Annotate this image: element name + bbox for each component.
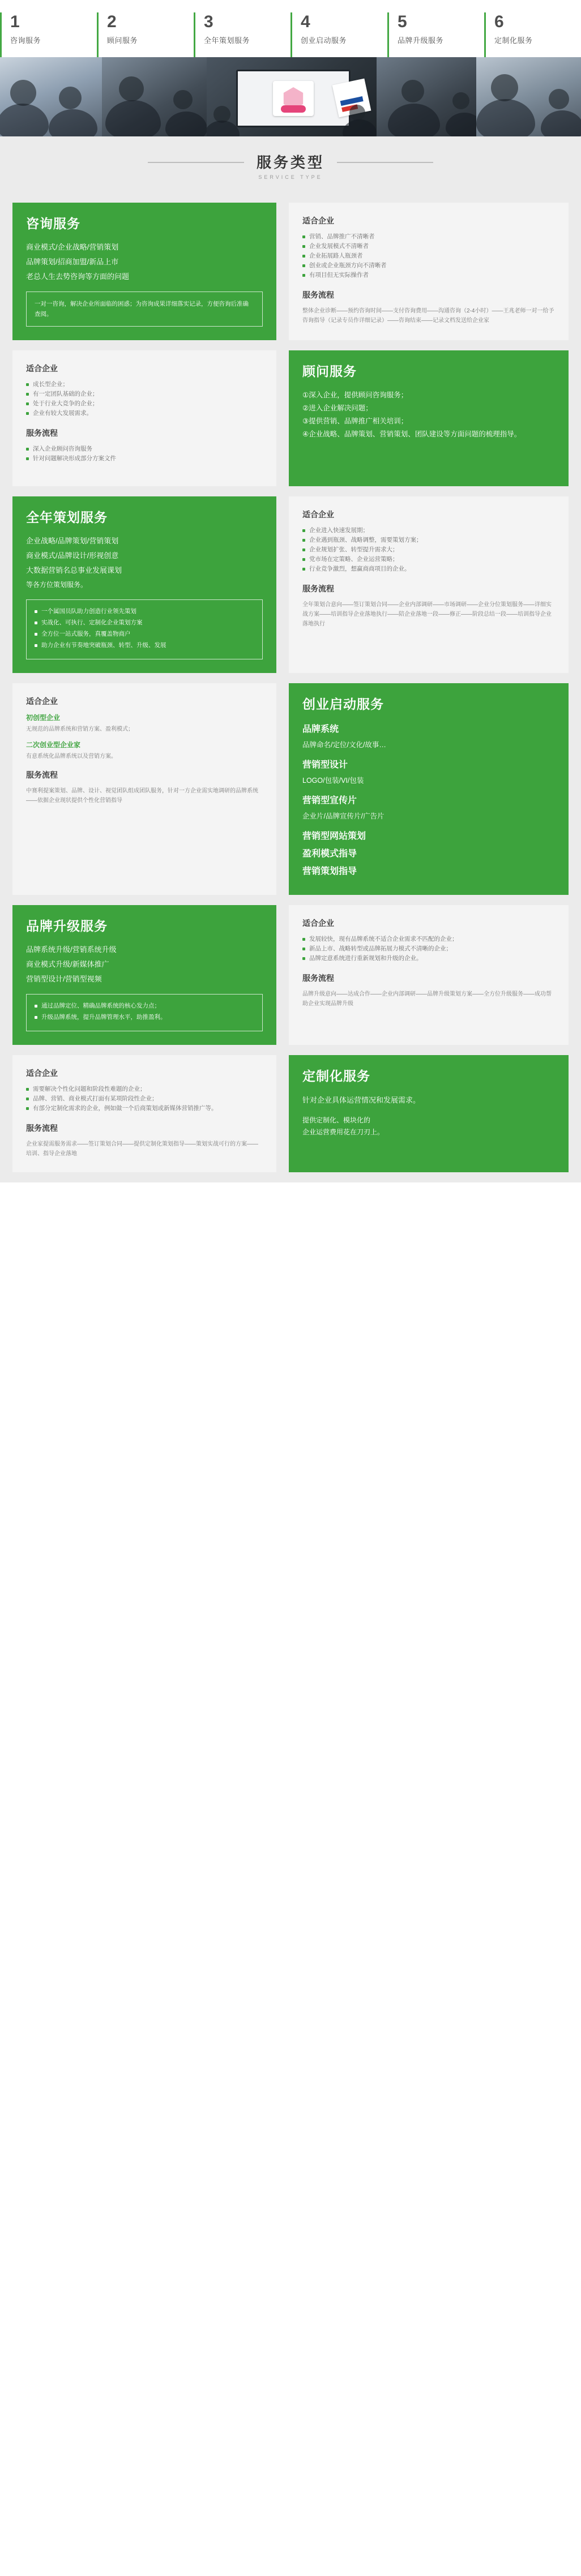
top-strip-label: 定制化服务 (494, 36, 533, 45)
list-item: 实战化、可执行、定制化企业策划方案 (35, 618, 254, 628)
list-item: 品牌、营销、商业模式打面有某项阶段性企业； (26, 1094, 263, 1104)
top-number-strip (0, 0, 581, 57)
custom-body-1: 提供定制化、模块化的 (302, 1116, 371, 1124)
consult-line-3: 老总人生去势咨询等方面的问题 (26, 272, 130, 281)
startup-flow-text: 中赛利提案策划、品牌、设计、视觉团队组成团队服务，针对一方企业需实地调研的品牌系统——依据企业现状提供个性化营销指导 (26, 788, 258, 804)
custom-fit-title: 适合企业 (26, 1069, 58, 1078)
startup-group-head-5: 盈利模式指导 (302, 849, 357, 859)
list-item: 行业竞争激烈，想赢商商项目的企业。 (302, 564, 555, 574)
top-strip-label: 全年策划服务 (204, 36, 250, 45)
annual-line-2: 商业模式/品牌设计/形视创意 (26, 551, 119, 560)
presentation-screen (236, 70, 351, 127)
list-item: ③提供营销、品牌推广相关培训； (302, 417, 408, 425)
consult-title: 咨询服务 (26, 216, 80, 231)
photo-presentation-screen (207, 57, 377, 136)
list-item: 创业或企业瓶颈方向不清晰者 (302, 261, 555, 271)
startup-flow-title: 服务流程 (26, 770, 58, 779)
startup-group-3 (302, 793, 555, 822)
list-item: 有项目但无实际操作者 (302, 271, 555, 280)
startup-group-1 (302, 722, 555, 751)
annual-line-3: 大数据营销名总事业发展课划 (26, 566, 122, 575)
list-item: ④企业战略、品牌策划、营销策划、团队建设等方面问题的梳理指导。 (302, 430, 522, 438)
top-strip-number: 5 (398, 12, 407, 31)
upgrade-flow-title: 服务流程 (302, 974, 334, 983)
top-strip-item-4[interactable] (290, 10, 387, 48)
list-item: 企业规划扩张、转型提升需求大； (302, 545, 555, 555)
startup-group-head-6: 营销策划指导 (302, 867, 357, 876)
consult-main-card (12, 203, 276, 340)
list-item: 企业发展模式不清晰者 (302, 242, 555, 251)
top-strip-label: 咨询服务 (10, 36, 41, 45)
top-strip-label: 顾问服务 (107, 36, 138, 45)
upgrade-main-card (12, 905, 276, 1045)
list-item: 品牌定意系统进行重新规划和升级的企业。 (302, 954, 555, 963)
service-block-startup (0, 683, 581, 905)
brand-card (273, 81, 314, 116)
list-item: 新品上市、战略转型或品牌拓展力模式不清晰的企业； (302, 944, 555, 954)
startup-title: 创业启动服务 (302, 697, 384, 711)
list-item: 深入企业顾问咨询服务 (26, 444, 263, 454)
upgrade-title: 品牌升级服务 (26, 919, 108, 933)
upgrade-line-2: 商业模式升级/新媒体推广 (26, 960, 109, 968)
upgrade-side-card (289, 905, 569, 1045)
service-block-custom (0, 1055, 581, 1182)
consult-note: 一对一咨询，解决企业所面临的困惑；为咨询成果详细落实记录，方便咨询后准确查阅。 (26, 292, 263, 327)
top-strip-number: 4 (301, 12, 310, 31)
top-strip-number: 3 (204, 12, 213, 31)
upgrade-fit-title: 适合企业 (302, 919, 334, 928)
top-strip-item-1[interactable] (0, 10, 97, 48)
photo-meeting-left (0, 57, 102, 136)
top-strip-number: 6 (494, 12, 504, 31)
annual-line-4: 等各方位策划服务。 (26, 581, 88, 589)
list-item: 企业拓展路人瓶颈者 (302, 251, 555, 261)
advisor-fit-title: 适合企业 (26, 364, 58, 373)
advisor-flow-title: 服务流程 (26, 428, 58, 438)
top-strip-label: 品牌升级服务 (398, 36, 444, 45)
consult-fit-list (302, 232, 555, 280)
upgrade-note (26, 994, 263, 1031)
advisor-main-card (289, 350, 569, 486)
list-item: 需要解决个性化问题和阶段性难题的企业； (26, 1085, 263, 1094)
advisor-num-list (302, 389, 555, 441)
list-item: 升级品牌系统，提升品牌管理水平，助推盈利。 (35, 1013, 254, 1022)
upgrade-lines (26, 944, 263, 985)
annual-title: 全年策划服务 (26, 510, 108, 525)
list-item: 针对问题解决形成部分方案文件 (26, 454, 263, 464)
custom-side-card (12, 1055, 276, 1172)
list-item: 有部分定制化需求的企业，例如做一个后商策划或新媒体营销推广等。 (26, 1104, 263, 1113)
photo-audience-right (476, 57, 581, 136)
startup-fit-text-1: 无规范的品牌系统和营销方案、盈利模式； (26, 726, 134, 732)
top-strip-item-3[interactable] (194, 10, 290, 48)
section-title-en: SERVICE TYPE (258, 174, 323, 180)
advisor-flow-list (26, 444, 263, 464)
top-strip-item-2[interactable] (97, 10, 194, 48)
top-strip-item-6[interactable] (484, 10, 581, 48)
service-types-page (0, 0, 581, 1182)
consult-side-card (289, 203, 569, 340)
list-item: 通过品牌定位、精确品牌系统的核心发力点； (35, 1001, 254, 1011)
service-block-annual (0, 496, 581, 683)
list-item: 发展较快，现有品牌系统不适合企业需求不匹配的企业； (302, 935, 555, 944)
startup-main-card (289, 683, 569, 895)
startup-group-sub: 企业片/品牌宣传片/广告片 (302, 812, 385, 820)
brand-pill (281, 105, 306, 113)
top-strip-number: 2 (107, 12, 117, 31)
upgrade-fit-list (302, 935, 555, 963)
custom-flow-text: 企业家提需服务需求——签订策划合同——提供定制化策划指导——策划实战可行的方案——培训、指导企业落地 (26, 1141, 258, 1157)
upgrade-line-3: 营销型设计/营销型视频 (26, 975, 102, 983)
annual-lines (26, 535, 263, 590)
list-item: 企业遇到瓶颈、战略调整，需要策划方案； (302, 535, 555, 545)
startup-group-head: 营销型宣传片 (302, 796, 357, 805)
custom-fit-list (26, 1085, 263, 1113)
photo-attendees-right (377, 57, 476, 136)
startup-group-head-4: 营销型网站策划 (302, 831, 366, 841)
advisor-fit-list (26, 380, 263, 418)
startup-group-sub: 品牌命名/定位/文化/故事… (302, 741, 386, 749)
list-item: ①深入企业，提供顾问咨询服务； (302, 391, 408, 399)
photo-band (0, 57, 581, 136)
startup-fit-title: 适合企业 (26, 697, 58, 706)
annual-main-card (12, 496, 276, 673)
annual-line-1: 企业战略/品牌策划/营销策划 (26, 537, 119, 545)
startup-side-card (12, 683, 276, 895)
advisor-side-card (12, 350, 276, 486)
list-item: ②进入企业解决问题； (302, 404, 373, 412)
list-item: 企业进入快速发展期； (302, 526, 555, 535)
list-item: 成长型企业； (26, 380, 263, 389)
service-block-advisor (0, 350, 581, 496)
custom-tagline: 针对企业具体运营情况和发展需求。 (302, 1096, 421, 1104)
list-item: 处于行业大竞争的企业； (26, 399, 263, 409)
startup-fit-text-2: 有意系统化品牌系统以及营销方案。 (26, 753, 117, 760)
custom-main-card (289, 1055, 569, 1172)
consult-flow-text: 整体企业诊断——预约咨询时间——支付咨询费用——沟通咨询（2-4小时）——王兆老师一对一给予咨询指导（记录专员作详细记录）——咨询结束——记录文档发送给企业家 (302, 308, 554, 324)
startup-group-head: 品牌系统 (302, 725, 339, 734)
list-item: 企业有较大发展需求。 (26, 409, 263, 418)
annual-side-card (289, 496, 569, 673)
list-item: 党市场在定策略、企业运营策略； (302, 555, 555, 564)
advisor-title: 顾问服务 (302, 364, 357, 379)
custom-flow-title: 服务流程 (26, 1124, 58, 1133)
annual-flow-text: 全年策划合意向——签订策划合同——企业内部调研——市场调研——企业分位策划服务——详细实战方案——培训指导企业落地执行——陪企业落地一段——修正——阶段总结一段——培训指导企业落地执行 (302, 602, 552, 627)
startup-group-sub: LOGO/包装/VI/包装 (302, 777, 364, 785)
list-item: 助力企业有节奏地突破瓶颈、转型、升级、发展 (35, 641, 254, 650)
service-block-upgrade (0, 905, 581, 1055)
photo-attendees-left (102, 57, 207, 136)
startup-group-2 (302, 757, 555, 786)
consult-lines (26, 241, 263, 282)
top-strip-item-5[interactable] (387, 10, 484, 48)
startup-fit-sub-2: 二次创业型企业家 (26, 741, 81, 749)
list-item: 营销、品牌推广不清晰者 (302, 232, 555, 242)
custom-body-2: 企业运营费用花在刀刃上。 (302, 1128, 385, 1136)
annual-note (26, 599, 263, 659)
service-block-consult (0, 192, 581, 350)
annual-fit-list (302, 526, 555, 574)
list-item: 一个属国员队助力创造行业领先策划 (35, 607, 254, 616)
upgrade-line-1: 品牌系统升级/营销系统升级 (26, 945, 117, 954)
consult-flow-title: 服务流程 (302, 290, 334, 299)
consult-line-2: 品牌策划/招商加盟/新品上市 (26, 258, 119, 266)
top-strip-number: 1 (10, 12, 20, 31)
annual-fit-title: 适合企业 (302, 510, 334, 519)
list-item: 全方位一站式服务，真覆盖物商户 (35, 629, 254, 639)
consult-fit-title: 适合企业 (302, 216, 334, 225)
annual-flow-title: 服务流程 (302, 584, 334, 593)
top-strip-label: 创业启动服务 (301, 36, 347, 45)
startup-fit-sub-1: 初创型企业 (26, 714, 61, 722)
upgrade-flow-text: 品牌升级意向——达成合作——企业内部调研——品牌升级策划方案——全方位升级服务——成功帮助企业实现品牌升级 (302, 991, 552, 1007)
section-title (0, 136, 581, 192)
custom-title: 定制化服务 (302, 1069, 370, 1083)
consult-line-1: 商业模式/企业战略/营销策划 (26, 243, 119, 251)
list-item: 有一定团队基础的企业； (26, 389, 263, 399)
startup-group-head: 营销型设计 (302, 760, 348, 770)
section-title-cn: 服务类型 (257, 151, 324, 172)
